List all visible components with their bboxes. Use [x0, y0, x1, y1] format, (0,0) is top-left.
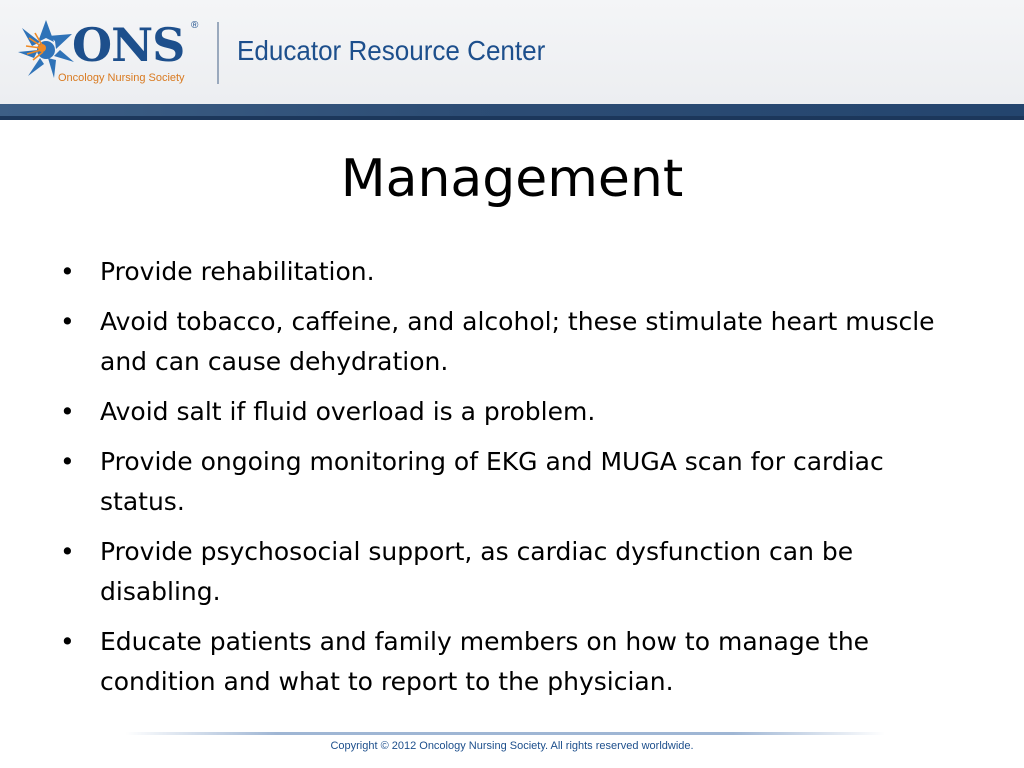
copyright-text: Copyright © 2012 Oncology Nursing Society. All rights reserved worldwide.: [330, 740, 694, 752]
header-rule: [0, 104, 1024, 120]
bullet-icon: •: [60, 307, 75, 336]
logo-wordmark: ONS: [72, 18, 185, 72]
bullet-icon: •: [60, 537, 75, 566]
header-band: [0, 0, 1024, 104]
bullet-text: Provide rehabilitation.: [100, 257, 375, 286]
slide-title: Management: [340, 149, 684, 209]
bullet-text: Provide psychosocial support, as cardiac dysfunction can be disabling.: [100, 537, 854, 606]
bullet-icon: •: [60, 627, 75, 656]
bullet-list: [56, 252, 976, 712]
list-item: [56, 622, 976, 702]
list-item: [56, 302, 976, 382]
list-item: [56, 442, 976, 522]
bullet-text: Avoid salt if fluid overload is a problem.: [100, 397, 596, 426]
footer-rule: [125, 732, 885, 735]
bullet-icon: •: [60, 447, 75, 476]
header-divider: [217, 22, 219, 84]
bullet-text: Provide ongoing monitoring of EKG and MUGA scan for cardiac status.: [100, 447, 884, 516]
list-item: [56, 392, 976, 432]
header-title: Educator Resource Center: [237, 35, 546, 66]
bullet-icon: •: [60, 397, 75, 426]
bullet-icon: •: [60, 257, 75, 286]
ons-logo: [14, 14, 210, 90]
bullet-text: Avoid tobacco, caffeine, and alcohol; these stimulate heart muscle and can cause dehydration.: [100, 307, 935, 376]
bullet-text: Educate patients and family members on how to manage the condition and what to report to the physician.: [100, 627, 870, 696]
list-item: [56, 532, 976, 612]
logo-subtitle: Oncology Nursing Society: [58, 72, 185, 84]
registered-mark: ®: [191, 20, 199, 31]
list-item: [56, 252, 976, 292]
